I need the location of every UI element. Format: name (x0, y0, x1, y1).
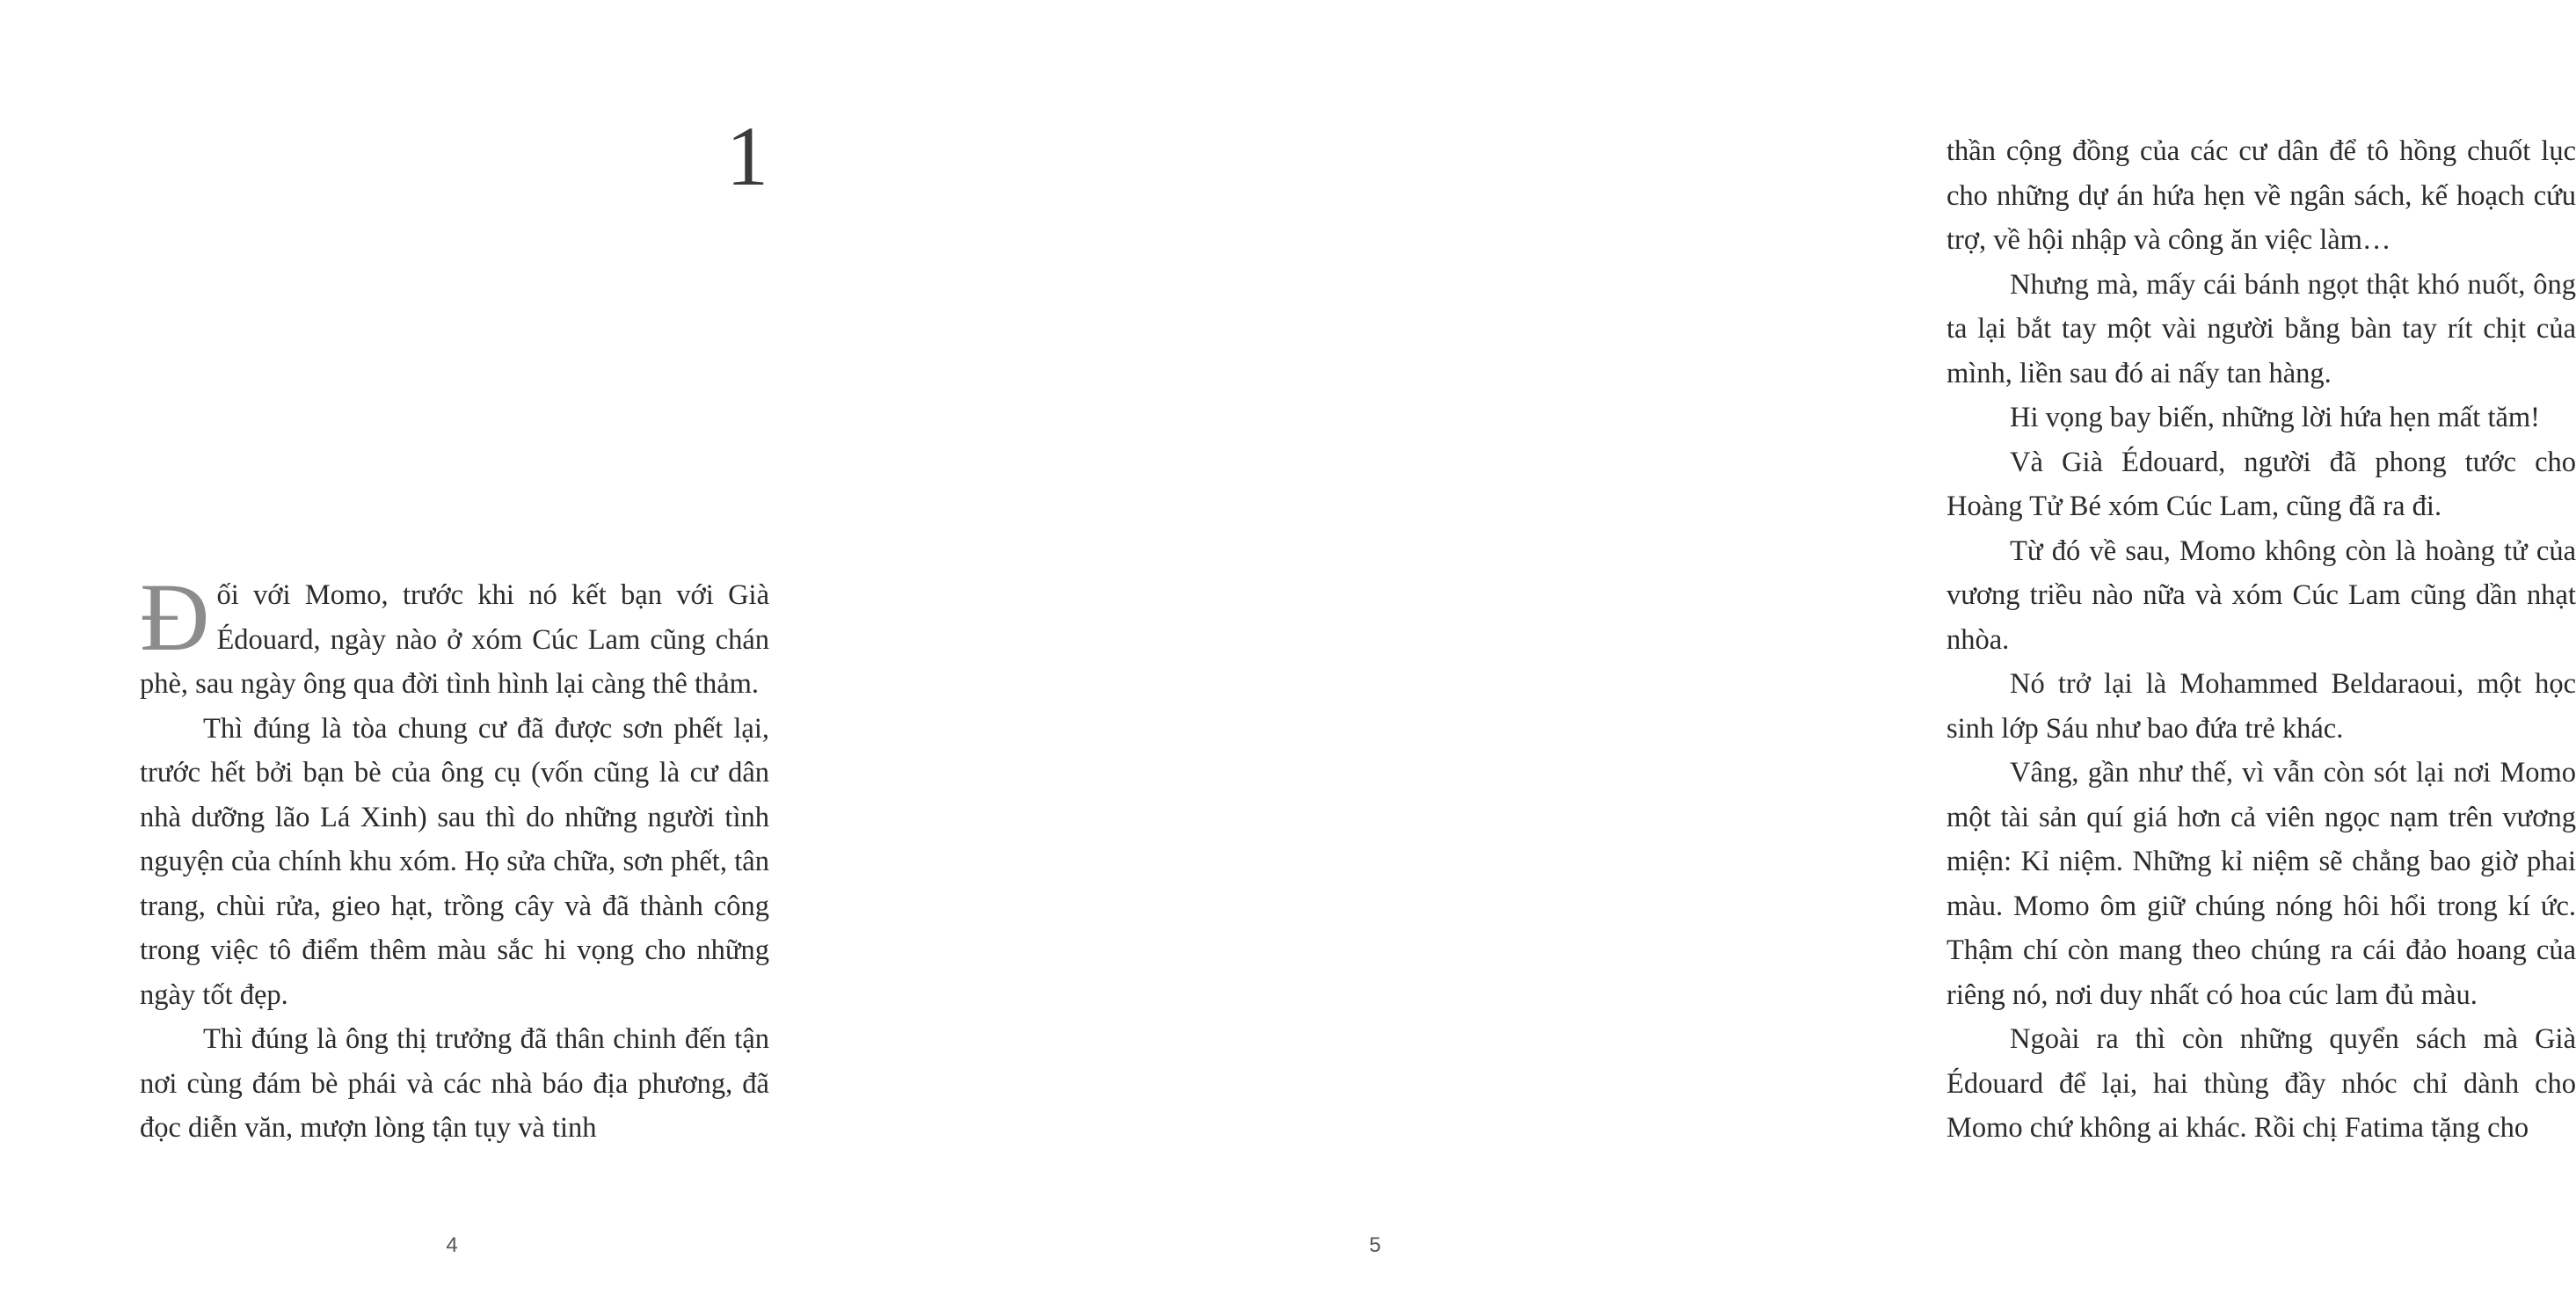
left-page-text (140, 563, 769, 1151)
paragraph: Ngoài ra thì còn những quyển sách mà Già Édouard để lại, hai thùng đầy nhóc chỉ dành cho Momo chứ không ai khác. Rồi chị Fatima tặng cho (1947, 1023, 2576, 1144)
chapter-number: 1 (726, 109, 768, 203)
paragraph: Thì đúng là tòa chung cư đã được sơn phết lại, trước hết bởi bạn bè của ông cụ (vốn cũng là cư dân nhà dưỡng lão Lá Xinh) sau thì do những người tình nguyện của chính khu xóm. Họ sửa chữa, sơn phết, tân trang, chùi rửa, gieo hạt, trồng cây và đã thành công trong việc tô điểm thêm màu sắc hi vọng cho những ngày tốt đẹp. (140, 712, 769, 1011)
paragraph: Nó trở lại là Mohammed Beldaraoui, một học sinh lớp Sáu như bao đứa trẻ khác. (1947, 668, 2576, 745)
paragraph: Nhưng mà, mấy cái bánh ngọt thật khó nuốt, ông ta lại bắt tay một vài người bằng bàn tay rít chịt của mình, liền sau đó ai nấy tan hàng. (1947, 268, 2576, 389)
paragraph: Hi vọng bay biến, những lời hứa hẹn mất tăm! (2010, 402, 2540, 433)
opening-paragraph (140, 563, 769, 707)
opening-paragraph-text: ối với Momo, trước khi nó kết bạn với Già Édouard, ngày nào ở xóm Cúc Lam cũng chán phè, sau ngày ông qua đời tình hình lại càng thê thảm. (140, 579, 769, 700)
right-page-text (1947, 129, 2576, 1151)
right-page (900, 0, 2576, 1316)
paragraph: Thì đúng là ông thị trưởng đã thân chinh đến tận nơi cùng đám bè phái và các nhà báo địa phương, đã đọc diễn văn, mượn lòng tận tụy và tinh (140, 1023, 769, 1144)
left-page (0, 0, 900, 1316)
paragraph: Vâng, gần như thế, vì vẫn còn sót lại nơi Momo một tài sản quí giá hơn cả viên ngọc nạm trên vương miện: Kỉ niệm. Những kỉ niệm sẽ chẳng bao giờ phai màu. Momo ôm giữ chúng nóng hôi hổi trong kí ức. Thậm chí còn mang theo chúng ra cái đảo hoang của riêng nó, nơi duy nhất có hoa cúc lam đủ màu. (1947, 757, 2576, 1011)
paragraph: Từ đó về sau, Momo không còn là hoàng tử của vương triều nào nữa và xóm Cúc Lam cũng dần nhạt nhòa. (1947, 534, 2576, 656)
page-number-right: 5 (1369, 1233, 1381, 1257)
paragraph: Và Già Édouard, người đã phong tước cho Hoàng Tử Bé xóm Cúc Lam, cũng đã ra đi. (1947, 446, 2576, 522)
page-number-left: 4 (446, 1233, 458, 1257)
drop-cap: Đ (140, 563, 210, 671)
continued-paragraph: thần cộng đồng của các cư dân để tô hồng chuốt lục cho những dự án hứa hẹn về ngân sách, kế hoạch cứu trợ, về hội nhập và công ăn việc làm… (1947, 135, 2576, 256)
